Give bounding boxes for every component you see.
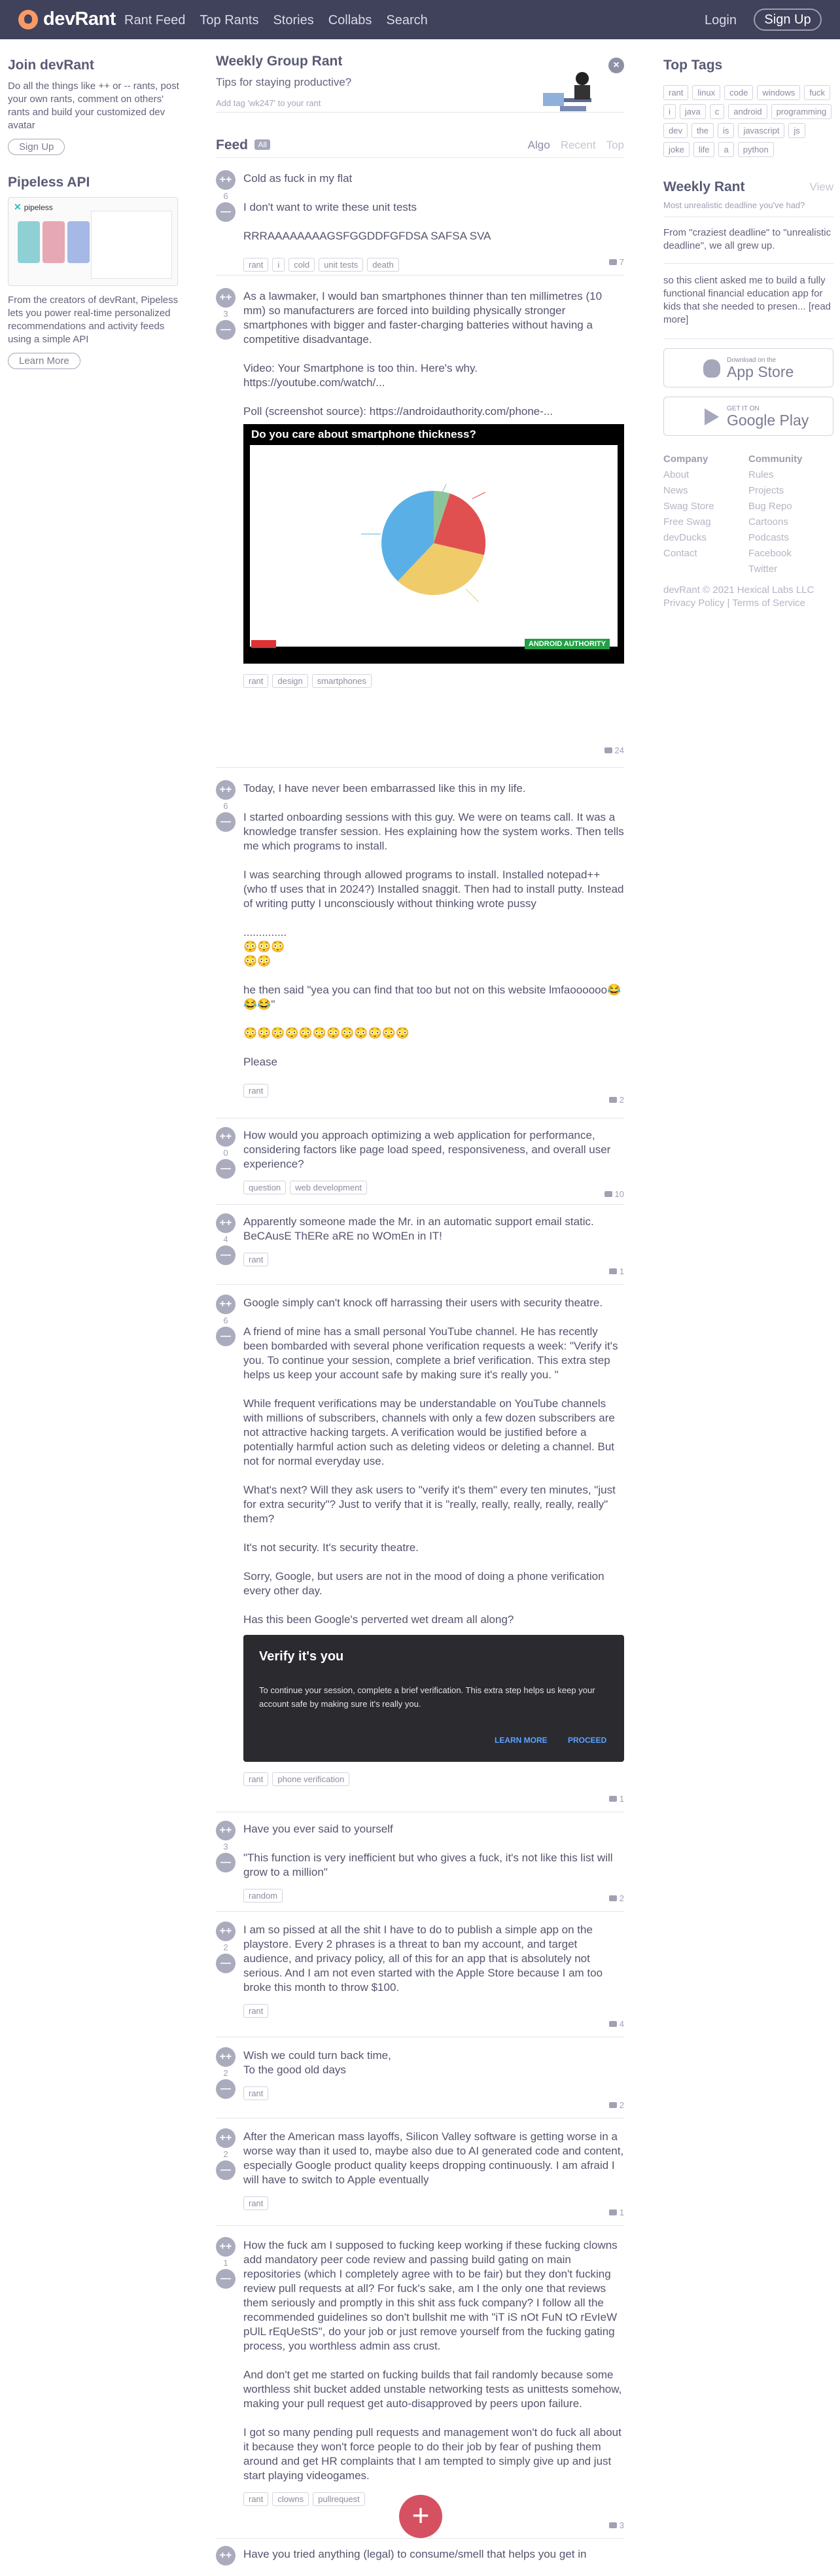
rant-text: Cold as fuck in my flat [243,172,353,185]
divider [216,157,624,158]
divider [216,275,624,276]
tag[interactable]: pullrequest [313,2492,365,2506]
score: 2 [223,1942,228,1952]
divider [216,1911,624,1912]
rant-text: Sorry, Google, but users are not in the mood of doing a phone verification every other day. [243,1570,604,1597]
nav-collabs[interactable]: Collabs [328,13,372,27]
upvote-icon[interactable]: ++ [216,1213,236,1233]
tag[interactable]: design [272,674,307,688]
tag[interactable]: rant [243,1772,268,1786]
privacy-terms-links[interactable]: Privacy Policy | Terms of Service [663,598,806,609]
divider [216,767,624,768]
tag-list [243,2086,624,2100]
verify-proceed: PROCEED [568,1736,607,1745]
pipeless-text: From the creators of devRant, Pipeless lets you power real-time personalized recommendations and activity feeds using a simple API [8,295,179,345]
downvote-icon[interactable]: — [216,2160,236,2180]
footer-facebook[interactable]: Facebook [748,548,792,559]
downvote-icon[interactable]: — [216,1853,236,1872]
top-tag[interactable]: windows [757,85,800,100]
feed-header [216,137,624,153]
sort-algo[interactable]: Algo [527,139,550,151]
wgr-title: Weekly Group Rant [216,54,343,69]
rant-text: I am so pissed at all the shit I have to do to publish a simple app on the playstore. Every 2 phrases is a threat to ban my account, and target audience, and privacy policy, all of this for an app that is absolutely not serious. And I am not even started with the Apple Store because I am too broke this month to throw $100. [243,1923,603,1994]
comment-count[interactable]: 3 [609,2520,624,2530]
top-tag[interactable]: programming [771,104,832,119]
join-title: Join devRant [8,58,94,73]
footer-company-title: Company [663,454,709,465]
vote-controls [216,2237,236,2289]
rant-text: Please [243,1056,277,1068]
vote-controls [216,2546,236,2566]
downvote-icon[interactable]: — [216,2269,236,2289]
tag[interactable]: smartphones [312,674,372,688]
upvote-icon[interactable]: ++ [216,170,236,190]
join-text: Do all the things like ++ or -- rants, post your own rants, comment on others' rants and build your customized dev avatar [8,80,179,131]
rant-text: I got so many pending pull requests and management won't do fuck all about it because they won't force people to do their job by fear of pushing them around and get HR complaints that I am tempted to simply give up and just start playing videogames. [243,2426,621,2482]
comment-count[interactable]: 7 [609,257,624,267]
phone-mockup [43,221,65,263]
score: 6 [223,191,228,201]
devrant-logo-icon [18,10,38,29]
footer-swag-store[interactable]: Swag Store [663,501,714,512]
top-tag[interactable]: joke [663,142,690,157]
logo[interactable] [18,9,116,30]
top-tag[interactable]: fuck [804,85,830,100]
footer-podcasts[interactable]: Podcasts [748,532,789,543]
downvote-icon[interactable]: — [216,202,236,222]
add-rant-button[interactable]: + [399,2495,442,2538]
join-signup-button[interactable]: Sign Up [8,139,65,155]
rant-text: I was searching through allowed programs to install. Installed notepad++ (who tf uses that in 2024?) Installed snaggit. Then had to install putty. Instead of writing putty I unconsciously without thinking wrote pussy [243,868,624,910]
tag-list [243,1889,624,1903]
sort-recent[interactable]: Recent [560,139,596,151]
footer-twitter[interactable]: Twitter [748,564,778,575]
google-play-button[interactable] [663,397,833,436]
tag[interactable]: rant [243,258,268,272]
rant-text: 😳😳😳😳😳😳😳😳😳😳😳😳 [243,1027,410,1039]
weekly-rant-view[interactable]: View [809,181,833,193]
footer-company [663,452,748,577]
top-tag[interactable]: javascript [738,123,784,138]
comment-count[interactable]: 4 [609,2019,624,2029]
upvote-icon[interactable]: ++ [216,780,236,800]
comment-count[interactable]: 1 [609,2208,624,2217]
phone-mockup [67,221,90,263]
rant-text: Poll (screenshot source): https://androidauthority.com/phone-... [243,405,553,418]
tag-list [243,1181,624,1194]
tag[interactable]: cold [289,258,315,272]
footer-cartoons[interactable]: Cartoons [748,516,788,528]
top-tag[interactable]: js [788,123,805,138]
divider [216,1284,624,1285]
top-tag[interactable]: rant [663,85,688,100]
rant-text: A friend of mine has a small personal YouTube channel. He has recently been bombarded with several phone verification requests a week: "Verify it's you. To continue your session, complete a brief verification. This extra step helps us keep your account safe by making sure it's really you. " [243,1325,618,1381]
divider [216,2538,624,2539]
rant-text: Have you ever said to yourself [243,1823,393,1835]
rant-text: It's not security. It's security theatre. [243,1541,419,1554]
vote-controls [216,2128,236,2180]
rant-text: While frequent verifications may be understandable on YouTube channels with millions of subscribers, channels with only a few dozen subscribers are not attractive hacking targets. A verification would be justified before a potentially harmful action such as deleting videos or deleting a channel. But not for normal everyday use. [243,1397,615,1467]
tag-list [243,258,624,272]
upvote-icon[interactable]: ++ [216,1295,236,1314]
vote-controls [216,2047,236,2099]
feed-filter-badge[interactable]: All [254,139,270,150]
tag[interactable]: web development [290,1181,367,1194]
poll-brand: ANDROID AUTHORITY [525,639,610,649]
footer-about[interactable]: About [663,469,690,480]
rant-item[interactable] [216,1213,624,1276]
score: 1 [223,2258,228,2268]
vote-controls [216,1821,236,1872]
divider [663,338,833,339]
top-tag[interactable]: a [718,142,733,157]
app-store-caption: Download on the [727,357,777,364]
nav-search[interactable]: Search [386,13,428,27]
login-link[interactable]: Login [705,13,737,27]
top-tag[interactable]: c [710,104,725,119]
vote-controls [216,288,236,340]
tag[interactable]: random [243,1889,283,1903]
footer-contact[interactable]: Contact [663,548,697,559]
tag-list [243,1084,624,1098]
tag-list [243,674,624,688]
verify-text: To continue your session, complete a brief verification. This extra step helps us keep your account safe by making sure it's really you. [259,1685,595,1709]
divider [216,1204,624,1205]
top-tags-list [663,85,833,157]
vote-controls [216,170,236,222]
weekly-rant-subtitle: Most unrealistic deadline you've had? [663,200,805,210]
rant-item[interactable] [216,2546,624,2572]
rant-item[interactable] [216,170,624,270]
tag[interactable]: rant [243,1253,268,1266]
rant-item[interactable] [216,2128,624,2217]
downvote-icon[interactable]: — [216,812,236,832]
pipeless-banner[interactable] [8,197,178,286]
apple-icon [703,359,720,378]
tag[interactable]: phone verification [272,1772,349,1786]
pie-chart-image [250,445,618,647]
main-nav [124,13,428,28]
tag[interactable]: death [367,258,399,272]
google-play-label: Google Play [727,412,809,429]
score: 3 [223,309,228,319]
tag[interactable]: rant [243,2492,268,2506]
weekly-rant-title: Weekly Rant [663,179,745,194]
rant-text: I started onboarding sessions with this guy. We were on teams call. It was a knowledge transfer session. Hes explaining how the system works. Then tells me which programs to install. [243,811,624,852]
top-tag[interactable]: the [691,123,714,138]
tag[interactable]: rant [243,2196,268,2210]
rant-text: "This function is very inefficient but who gives a fuck, it's not like this list will grow to a million" [243,1851,613,1878]
logo-text: devRant [43,9,116,29]
tag[interactable]: rant [243,2004,268,2018]
rant-item[interactable] [216,780,624,1105]
close-icon[interactable]: × [608,58,624,73]
rant-text: Video: Your Smartphone is too thin. Here's why. https://youtube.com/watch/... [243,362,478,389]
nav-stories[interactable]: Stories [273,13,314,27]
copyright: devRant © 2021 Hexical Labs LLC [663,584,814,596]
top-tag[interactable]: code [724,85,753,100]
top-bar [0,0,840,39]
feed-sort [528,139,624,152]
score: 6 [223,801,228,811]
rant-text: Has this been Google's perverted wet dream all along? [243,1613,514,1626]
weekly-group-rant [216,54,624,119]
top-tag[interactable]: life [693,142,715,157]
footer-bug-repo[interactable]: Bug Repo [748,501,792,512]
top-tag[interactable]: is [718,123,734,138]
rant-text: And don't get me started on fucking builds that fail randomly because some worthless shit bucket added unstable networking tests as unittests somehow, making your pull request get auto-disapproved by peers upon failure. [243,2369,622,2410]
pipeless-logo: ✕ pipeless [14,202,53,212]
footer-devducks[interactable]: devDucks [663,532,707,543]
upvote-icon[interactable]: ++ [216,2047,236,2067]
upvote-icon[interactable]: ++ [216,2546,236,2566]
right-sidebar [663,58,833,610]
top-tag[interactable]: linux [692,85,720,100]
rant-text: Have you tried anything (legal) to consume/smell that helps you get in [243,2548,587,2560]
top-tag[interactable]: python [738,142,774,157]
tag-list [243,1772,624,1786]
comment-count[interactable]: 1 [609,1266,624,1276]
wgr-subtitle: Tips for staying productive? [216,76,352,88]
divider [216,2118,624,2119]
comment-count[interactable]: 2 [609,2100,624,2110]
rant-image[interactable] [243,424,624,664]
vote-controls [216,1922,236,1973]
top-tags-title: Top Tags [663,58,723,73]
rant-item[interactable] [216,1922,624,2029]
upvote-icon[interactable]: ++ [216,1127,236,1147]
rant-text: Google simply can't knock off harrassing their users with security theatre. [243,1297,603,1309]
signup-button[interactable]: Sign Up [754,9,822,31]
google-play-caption: GET IT ON [727,405,760,412]
app-store-button[interactable] [663,348,833,387]
rant-text: How the fuck am I supposed to fucking keep working if these fucking clowns add mandatory peer code review and passing build gating on main repositories (which I completely agree with to be fair) but they don't fucking review pull requests at all? For fuck's sake, am I the only one that reviews them seriously and promptly in this shit ass fuck company? I follow all the recommended guidelines so don't bullshit me with "iT iS nOt FuN tO rEvIeW pUlL rEqUeStS", do your job or just remove yourself from the fucking gating process, you worthless admin ass crust. [243,2239,618,2352]
rant-text: How would you approach optimizing a web application for performance, considering factors like page load speed, responsiveness, and overall user experience? [243,1129,611,1170]
rant-item[interactable] [216,288,624,755]
rant-text: Wish we could turn back time, To the good old days [243,2049,391,2076]
vote-controls [216,1127,236,1179]
weekly-rant-entry[interactable]: From "craziest deadline" to "unrealistic deadline", we all grew up. [663,227,831,251]
main-content [216,54,624,2561]
downvote-icon[interactable]: — [216,1327,236,1346]
tag-list [243,2196,624,2210]
recording-indicator-icon [251,640,276,648]
downvote-icon[interactable]: — [216,1954,236,1973]
comment-count[interactable]: 1 [609,1794,624,1804]
nav-rant-feed[interactable]: Rant Feed [124,13,186,27]
top-tag[interactable]: java [680,104,706,119]
footer-links [663,452,833,577]
tag[interactable]: clowns [272,2492,309,2506]
rant-text: I don't want to write these unit tests [243,201,417,213]
downvote-icon[interactable]: — [216,320,236,340]
footer-projects[interactable]: Projects [748,485,784,496]
score: 3 [223,1842,228,1851]
upvote-icon[interactable]: ++ [216,1922,236,1941]
poll-image-title: Do you care about smartphone thickness? [251,428,476,440]
vote-controls [216,780,236,832]
rant-item[interactable] [216,1127,624,1199]
upvote-icon[interactable]: ++ [216,2128,236,2148]
verify-title: Verify it's you [259,1649,344,1664]
rant-item[interactable] [216,1295,624,1804]
left-sidebar [8,58,183,369]
tag[interactable]: rant [243,2086,268,2100]
downvote-icon[interactable]: — [216,1245,236,1265]
feed-title: Feed [216,137,249,152]
divider [216,2225,624,2226]
footer-community-title: Community [748,454,803,465]
rant-text: RRRAAAAAAAAGSFGGDDFGFDSA SAFSA SVA [243,230,491,242]
rant-item[interactable] [216,2047,624,2110]
rant-text: As a lawmaker, I would ban smartphones thinner than ten millimetres (10 mm) so manufacturers are forced into building physically stronger smartphones with bigger and faster-charging batteries without having a competitive disadvantage. [243,290,603,346]
nav-top-rants[interactable]: Top Rants [200,13,259,27]
comment-count[interactable]: 10 [604,1189,624,1199]
divider [663,263,833,264]
weekly-rant [663,179,833,339]
footer-community [748,452,833,577]
rant-item[interactable] [216,2237,624,2530]
top-tag[interactable]: dev [663,123,688,138]
tag[interactable]: rant [243,1084,268,1098]
footer-free-swag[interactable]: Free Swag [663,516,711,528]
pipeless-title: Pipeless API [8,175,90,190]
footer-news[interactable]: News [663,485,688,496]
tag[interactable]: i [272,258,285,272]
tag[interactable]: question [243,1181,286,1194]
dashboard-mockup [91,211,172,279]
score: 6 [223,1315,228,1325]
rant-text: After the American mass layoffs, Silicon Valley software is getting worse in a worse way than it used to, maybe also due to AI generated code and content, especially Google product quality keeps dropping continuously. I am afraid I will have to switch to Apple eventually [243,2130,624,2186]
score: 2 [223,2149,228,2159]
top-tag[interactable]: i [663,104,676,119]
verify-learn-more: LEARN MORE [495,1736,548,1745]
upvote-icon[interactable]: ++ [216,288,236,308]
pie-chart-icon [250,445,618,647]
upvote-icon[interactable]: ++ [216,1821,236,1840]
tag-list [243,2004,624,2018]
rant-text: .............. 😳😳😳 😳😳 [243,926,287,967]
vote-controls [216,1213,236,1265]
comment-count[interactable]: 2 [609,1893,624,1903]
tag-list [243,1253,624,1266]
rant-text: Apparently someone made the Mr. in an automatic support email static. BeCAusE ThERe aRE no WOmEn in IT! [243,1215,594,1242]
vote-controls [216,1295,236,1346]
rant-image[interactable] [243,1635,624,1762]
learn-more-button[interactable]: Learn More [8,353,80,369]
app-store-label: App Store [727,363,794,380]
developer-illustration-icon [540,69,603,116]
downvote-icon[interactable]: — [216,2079,236,2099]
upvote-icon[interactable]: ++ [216,2237,236,2257]
phone-mockup [18,221,40,263]
tag[interactable]: rant [243,674,268,688]
rant-text: What's next? Will they ask users to "verify it's them" every ten minutes, "just for extra security"? Just to verify that it is "really, really, really, really, really" them? [243,1484,616,1525]
google-play-icon [703,408,720,426]
score: 0 [223,1148,228,1158]
score: 4 [223,1234,228,1244]
sort-top[interactable]: Top [606,139,624,151]
footer-rules[interactable]: Rules [748,469,774,480]
comment-count[interactable]: 2 [609,1095,624,1105]
rant-item[interactable] [216,1821,624,1903]
downvote-icon[interactable]: — [216,1159,236,1179]
comment-count[interactable]: 24 [604,745,624,755]
weekly-rant-entry[interactable]: so this client asked me to build a fully functional financial education app for kids that she needed to presen... [read more] [663,275,831,325]
wgr-tag-hint: Add tag 'wk247' to your rant [216,98,321,108]
top-tag[interactable]: android [728,104,767,119]
rant-text: he then said "yea you can find that too but not on this website lmfaoooooo😂😂😂" [243,984,621,1011]
tag[interactable]: unit tests [319,258,363,272]
rant-text: Today, I have never been embarrassed like this in my life. [243,782,526,795]
score: 2 [223,2068,228,2078]
